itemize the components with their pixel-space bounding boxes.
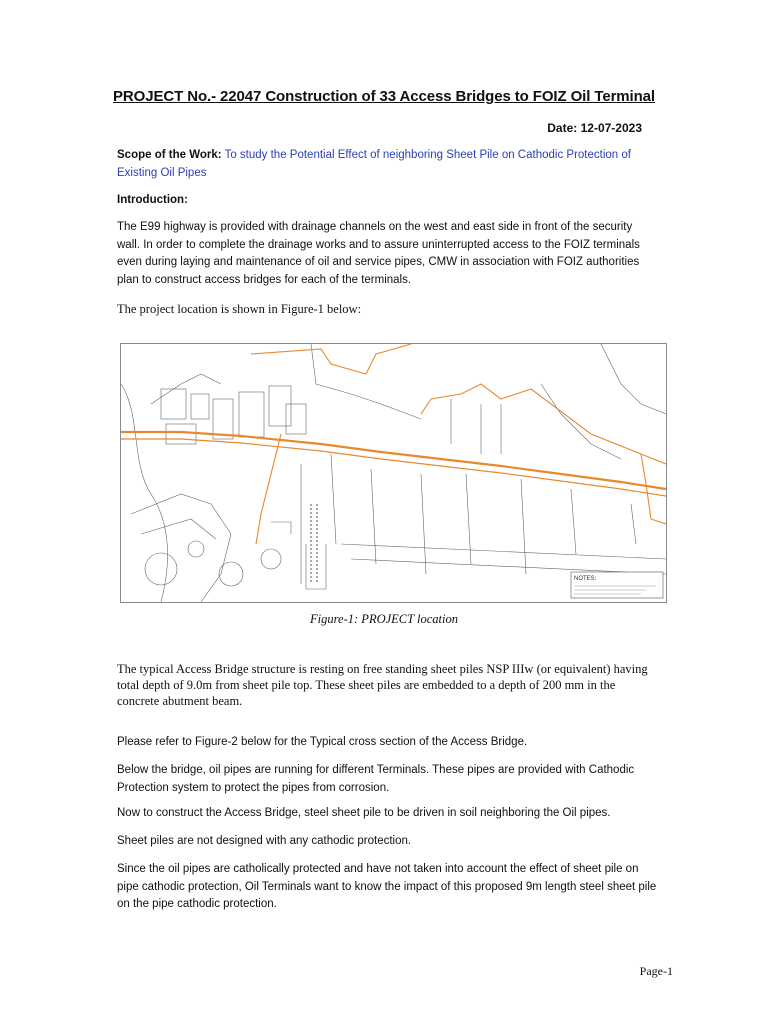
intro-paragraph: The E99 highway is provided with drainage channels on the west and east side in front of the security wall. In order to complete the drainage works and to assure uninterrupted access to the FOIZ terminals even during laying and maintenance of oil and service pipes, CMW in association with FOIZ authorities plan to construct access bridges for each of the terminals. xyxy=(117,221,640,286)
scope-of-work xyxy=(117,147,657,182)
scope-text: To study the Potential Effect of neighboring Sheet Pile on Cathodic Protection of Existing Oil Pipes xyxy=(117,149,631,179)
scope-label: Scope of the Work: xyxy=(117,149,222,161)
paragraph-impact: Since the oil pipes are catholically protected and have not taken into account the effect of sheet pile on pipe cathodic protection, Oil Terminals want to know the impact of this proposed 9m length steel sheet pile on the pipe cathodic protection. xyxy=(117,863,657,910)
paragraph-no-cathodic: Sheet piles are not designed with any cathodic protection. xyxy=(117,835,412,847)
figure-caption: Figure-1: PROJECT location xyxy=(310,612,458,626)
typical-structure-paragraph: The typical Access Bridge structure is resting on free standing sheet piles NSP IIIw (or equivalent) having total depth of 9.0m from sheet pile top. These sheet piles are embedded to a depth of 200 mm in the concrete abutment beam. xyxy=(117,662,648,708)
site-plan-drawing xyxy=(121,344,666,602)
paragraph-construction: Now to construct the Access Bridge, steel sheet pile to be driven in soil neighboring the Oil pipes. xyxy=(117,807,611,819)
location-sentence: The project location is shown in Figure-1 below: xyxy=(117,302,362,316)
paragraph-figure2-reference: Please refer to Figure-2 below for the Typical cross section of the Access Bridge. xyxy=(117,736,528,748)
page-number: Page-1 xyxy=(639,964,673,978)
document-title: PROJECT No.- 22047 Construction of 33 Access Bridges to FOIZ Oil Terminal xyxy=(113,88,655,105)
project-location-figure xyxy=(120,343,667,603)
document-date: Date: 12-07-2023 xyxy=(547,121,642,135)
paragraph-oil-pipes: Below the bridge, oil pipes are running for different Terminals. These pipes are provided with Cathodic Protection system to protect the pipes from corrosion. xyxy=(117,764,635,794)
figure-notes-label: NOTES: xyxy=(574,576,597,582)
introduction-heading: Introduction: xyxy=(117,194,188,206)
